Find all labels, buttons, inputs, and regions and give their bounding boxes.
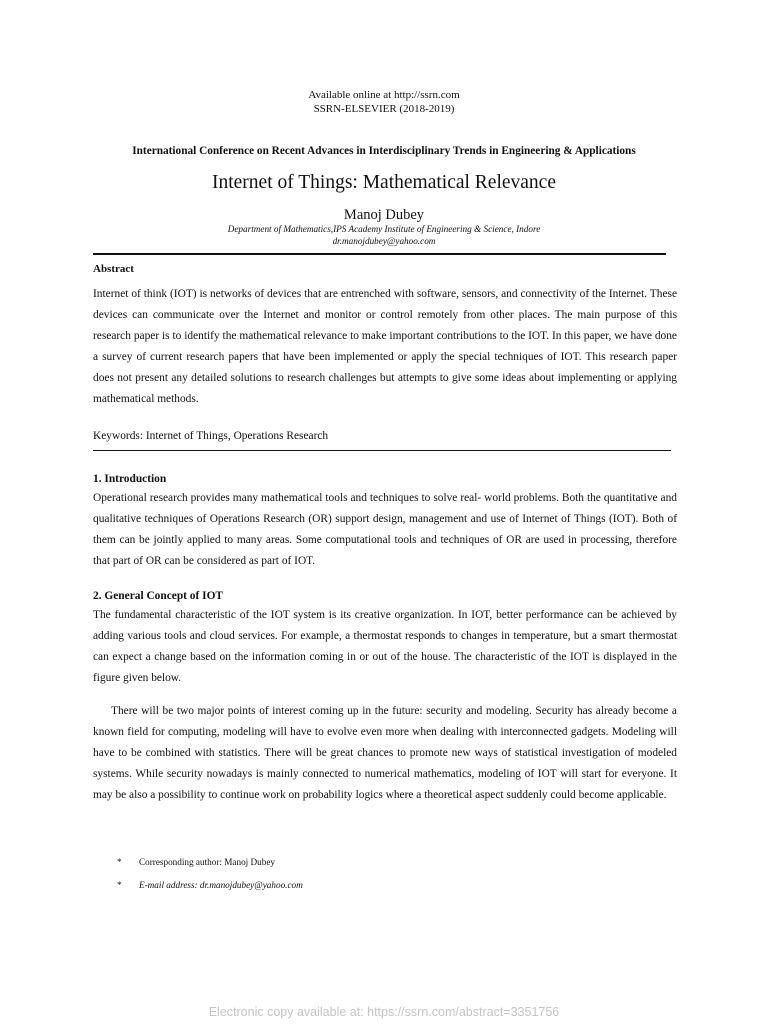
keywords-divider (93, 450, 671, 451)
author-email: dr.manojdubey@yahoo.com (332, 236, 436, 246)
general-concept-paragraph-2: There will be two major points of interest coming up in the future: security and modeling. Security has already become a known field for computing, modeling will have to evolve even more when dealing with interconnected gadgets. Modeling will have to be combined with statistics. There will be great chances to promote new ways of statistical investigation of modeled systems. While security nowadays is mainly connected to numerical mathematics, modeling of IOT will start for everyone. It may be also a possibility to continue work on probability logics where a theoretical aspect suddenly could become applicable. (93, 705, 677, 801)
available-online-line: Available online at http://ssrn.com (308, 89, 460, 101)
publisher-line: SSRN-ELSEVIER (2018-2019) (313, 103, 455, 115)
footnote-marker: * (117, 857, 122, 867)
header-divider (93, 253, 666, 255)
ssrn-watermark: Electronic copy available at: https://ssrn.com/abstract=3351756 (208, 1005, 560, 1019)
introduction-paragraph: Operational research provides many mathematical tools and techniques to solve real- world problems. Both the quantitative and qualitative techniques of Operations Research (OR) support design, management and use of Internet of Things (IOT). Both of them can be jointly applied to many areas. Some computational tools and techniques of OR are used in processing, therefore that part of OR can be considered as part of IOT. (93, 492, 677, 567)
abstract-text: Internet of think (IOT) is networks of devices that are entrenched with software, sensors, and connectivity of the Internet. These devices can communicate over the Internet and monitor or control remotely from other places. The main purpose of this research paper is to identify the mathematical relevance to make important contributions to the IOT. In this paper, we have done a survey of current research papers that have been implemented or apply the special techniques of IOT. This research paper does not present any detailed solutions to research challenges but attempts to give some ideas about implementing or applying mathematical methods. (93, 288, 677, 405)
footnote-email: E-mail address: dr.manojdubey@yahoo.com (139, 880, 303, 890)
abstract-heading: Abstract (93, 263, 134, 275)
author-affiliation: Department of Mathematics,IPS Academy Institute of Engineering & Science, Indore (227, 224, 541, 234)
footnote-marker: * (117, 880, 122, 890)
keywords-line: Keywords: Internet of Things, Operations Research (93, 430, 329, 442)
footnote-corresponding-author: Corresponding author: Manoj Dubey (139, 857, 276, 867)
conference-name: International Conference on Recent Advances in Interdisciplinary Trends in Engineering & Applications (132, 145, 636, 157)
section-heading-general-concept: 2. General Concept of IOT (93, 590, 224, 602)
section-heading-introduction: 1. Introduction (93, 473, 167, 485)
author-name: Manoj Dubey (343, 207, 425, 223)
paper-title: Internet of Things: Mathematical Relevance (211, 172, 556, 193)
general-concept-paragraph-1: The fundamental characteristic of the IOT system is its creative organization. In IOT, better performance can be achieved by adding various tools and cloud services. For example, a thermostat responds to changes in temperature, but a smart thermostat can expect a change based on the information coming in or out of the house. The characteristic of the IOT is displayed in the figure given below. (93, 609, 677, 684)
